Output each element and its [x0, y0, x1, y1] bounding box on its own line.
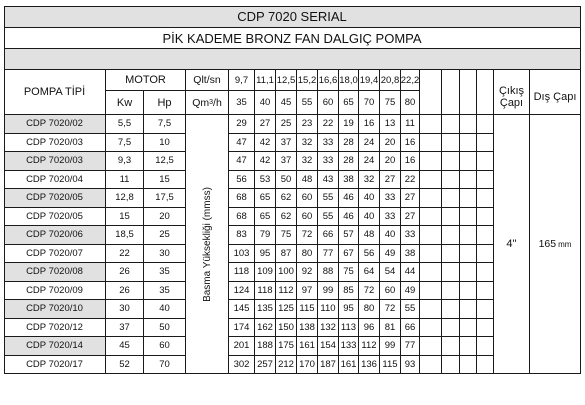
head-value: 212: [276, 356, 297, 375]
head-value: 27: [255, 115, 276, 134]
head-value: 37: [276, 134, 297, 153]
pump-type-header: POMPA TİPİ: [4, 70, 106, 115]
head-value: 42: [255, 134, 276, 153]
pump-model: CDP 7020/02: [4, 115, 106, 134]
pump-model: CDP 7020/03: [4, 134, 106, 153]
empty-cell: [420, 134, 442, 153]
motor-hp: 25: [144, 226, 186, 245]
outlet-diameter-value: 4'': [494, 115, 530, 374]
motor-hp: 50: [144, 319, 186, 338]
flow-m3-value: 80: [401, 91, 420, 115]
head-value: 72: [380, 300, 401, 319]
head-value: 68: [229, 208, 255, 227]
head-value: 29: [229, 115, 255, 134]
empty-cell: [442, 171, 460, 190]
empty-cell: [420, 115, 442, 134]
head-value: 27: [401, 189, 420, 208]
head-value: 38: [339, 171, 359, 190]
empty-cell: [442, 152, 460, 171]
head-value: 162: [255, 319, 276, 338]
head-value: 87: [276, 245, 297, 264]
empty-cell: [477, 189, 494, 208]
head-value: 62: [276, 208, 297, 227]
head-axis-cell: [186, 115, 229, 374]
head-value: 24: [359, 152, 380, 171]
empty-cell: [477, 300, 494, 319]
head-value: 55: [318, 189, 339, 208]
motor-hp: 35: [144, 263, 186, 282]
head-value: 16: [359, 115, 380, 134]
head-value: 302: [229, 356, 255, 375]
head-value: 118: [255, 282, 276, 301]
flow-m3-value: 70: [359, 91, 380, 115]
head-value: 47: [229, 134, 255, 153]
head-value: 62: [276, 189, 297, 208]
head-value: 72: [297, 226, 318, 245]
head-value: 257: [255, 356, 276, 375]
head-value: 46: [339, 208, 359, 227]
head-value: 33: [318, 152, 339, 171]
empty-cell: [477, 208, 494, 227]
head-value: 110: [318, 300, 339, 319]
head-value: 135: [255, 300, 276, 319]
head-value: 170: [297, 356, 318, 375]
head-value: 22: [318, 115, 339, 134]
empty-cell: [420, 319, 442, 338]
motor-hp: 30: [144, 245, 186, 264]
empty-cell: [460, 245, 477, 264]
flow-m3-superscript: 3: [209, 99, 214, 106]
motor-hp: 35: [144, 282, 186, 301]
head-value: 28: [339, 152, 359, 171]
empty-header-cell: [460, 70, 477, 115]
motor-hp: 12,5: [144, 152, 186, 171]
empty-cell: [460, 226, 477, 245]
empty-cell: [442, 115, 460, 134]
head-value: 22: [401, 171, 420, 190]
empty-cell: [477, 152, 494, 171]
empty-cell: [460, 171, 477, 190]
head-value: 100: [276, 263, 297, 282]
flow-m3-value: 35: [229, 91, 255, 115]
head-value: 65: [255, 189, 276, 208]
empty-cell: [460, 152, 477, 171]
motor-kw: 30: [106, 300, 144, 319]
head-value: 16: [401, 134, 420, 153]
head-value: 124: [229, 282, 255, 301]
empty-cell: [460, 189, 477, 208]
head-value: 25: [276, 115, 297, 134]
empty-cell: [477, 171, 494, 190]
head-value: 55: [401, 300, 420, 319]
empty-cell: [477, 226, 494, 245]
motor-kw: 12,8: [106, 189, 144, 208]
head-value: 138: [297, 319, 318, 338]
motor-kw: 18,5: [106, 226, 144, 245]
empty-cell: [420, 337, 442, 356]
motor-kw: 26: [106, 263, 144, 282]
empty-cell: [460, 300, 477, 319]
head-value: 57: [339, 226, 359, 245]
head-value: 40: [359, 189, 380, 208]
head-value: 11: [401, 115, 420, 134]
empty-cell: [442, 245, 460, 264]
head-value: 103: [229, 245, 255, 264]
empty-cell: [442, 263, 460, 282]
empty-cell: [420, 263, 442, 282]
empty-cell: [442, 356, 460, 375]
head-value: 55: [318, 208, 339, 227]
head-value: 56: [229, 171, 255, 190]
empty-cell: [442, 337, 460, 356]
head-value: 40: [380, 226, 401, 245]
head-value: 75: [276, 226, 297, 245]
head-value: 118: [229, 263, 255, 282]
flow-lt-value: 9,7: [229, 70, 255, 91]
head-value: 27: [401, 208, 420, 227]
empty-cell: [420, 356, 442, 375]
empty-cell: [460, 115, 477, 134]
blank-band: [4, 49, 581, 70]
flow-lt-value: 22,2: [401, 70, 420, 91]
empty-header-cell: [442, 70, 460, 115]
motor-hp: 70: [144, 356, 186, 375]
head-value: 145: [229, 300, 255, 319]
flow-lt-value: 20,8: [380, 70, 401, 91]
pump-model: CDP 7020/08: [4, 263, 106, 282]
motor-hp: 60: [144, 337, 186, 356]
head-value: 47: [229, 152, 255, 171]
head-value: 125: [276, 300, 297, 319]
motor-kw: 52: [106, 356, 144, 375]
empty-cell: [442, 208, 460, 227]
kw-header: Kw: [106, 91, 144, 115]
pump-model: CDP 7020/10: [4, 300, 106, 319]
motor-kw: 37: [106, 319, 144, 338]
head-value: 115: [297, 300, 318, 319]
pump-model: CDP 7020/14: [4, 337, 106, 356]
head-value: 112: [359, 337, 380, 356]
head-value: 97: [297, 282, 318, 301]
head-value: 16: [401, 152, 420, 171]
head-value: 32: [297, 152, 318, 171]
flow-m3-unit: /h: [213, 96, 222, 109]
head-value: 93: [401, 356, 420, 375]
motor-kw: 15: [106, 208, 144, 227]
head-value: 53: [255, 171, 276, 190]
flow-lt-value: 19,4: [359, 70, 380, 91]
head-value: 66: [318, 226, 339, 245]
head-value: 83: [229, 226, 255, 245]
empty-cell: [460, 337, 477, 356]
empty-cell: [477, 245, 494, 264]
head-value: 43: [318, 171, 339, 190]
flow-m3-value: 45: [276, 91, 297, 115]
pump-model: CDP 7020/06: [4, 226, 106, 245]
head-value: 28: [339, 134, 359, 153]
pump-model: CDP 7020/05: [4, 208, 106, 227]
head-value: 95: [255, 245, 276, 264]
head-value: 33: [401, 226, 420, 245]
head-value: 33: [380, 189, 401, 208]
motor-kw: 22: [106, 245, 144, 264]
head-value: 33: [380, 208, 401, 227]
head-value: 132: [318, 319, 339, 338]
series-title: CDP 7020 SERIAL: [4, 6, 581, 28]
head-value: 33: [318, 134, 339, 153]
empty-cell: [420, 245, 442, 264]
head-value: 187: [318, 356, 339, 375]
empty-header-cell: [477, 70, 494, 115]
head-value: 77: [401, 337, 420, 356]
empty-cell: [477, 319, 494, 338]
motor-header: MOTOR: [106, 70, 186, 91]
motor-hp: 17,5: [144, 189, 186, 208]
head-value: 19: [339, 115, 359, 134]
head-value: 60: [297, 189, 318, 208]
head-value: 68: [229, 189, 255, 208]
empty-header-cell: [420, 70, 442, 115]
head-value: 32: [297, 134, 318, 153]
head-value: 50: [276, 171, 297, 190]
head-value: 77: [318, 245, 339, 264]
empty-cell: [477, 115, 494, 134]
hp-header: Hp: [144, 91, 186, 115]
empty-cell: [420, 282, 442, 301]
head-value: 201: [229, 337, 255, 356]
empty-cell: [442, 319, 460, 338]
head-value: 60: [380, 282, 401, 301]
motor-kw: 5,5: [106, 115, 144, 134]
pump-model: CDP 7020/09: [4, 282, 106, 301]
head-axis-label: Basma Yüksekliği (mmss): [201, 186, 213, 302]
empty-cell: [477, 337, 494, 356]
flow-m3-value: 55: [297, 91, 318, 115]
flow-m3-value: 60: [318, 91, 339, 115]
head-value: 20: [380, 152, 401, 171]
outer-diameter-number: 165: [538, 238, 557, 250]
head-value: 99: [380, 337, 401, 356]
empty-cell: [420, 171, 442, 190]
empty-cell: [460, 263, 477, 282]
head-value: 88: [318, 263, 339, 282]
head-value: 99: [318, 282, 339, 301]
head-value: 64: [359, 263, 380, 282]
motor-kw: 45: [106, 337, 144, 356]
head-value: 42: [255, 152, 276, 171]
head-value: 113: [339, 319, 359, 338]
head-value: 32: [359, 171, 380, 190]
flow-lt-value: 15,2: [297, 70, 318, 91]
flow-lt-value: 12,5: [276, 70, 297, 91]
head-value: 112: [276, 282, 297, 301]
flow-m3-value: 75: [380, 91, 401, 115]
head-value: 92: [297, 263, 318, 282]
head-value: 95: [339, 300, 359, 319]
empty-cell: [477, 356, 494, 375]
head-value: 96: [359, 319, 380, 338]
head-value: 67: [339, 245, 359, 264]
flow-lt-value: 18,0: [339, 70, 359, 91]
head-value: 115: [380, 356, 401, 375]
head-value: 23: [297, 115, 318, 134]
head-value: 46: [339, 189, 359, 208]
head-value: 27: [380, 171, 401, 190]
motor-hp: 15: [144, 171, 186, 190]
head-value: 161: [297, 337, 318, 356]
pump-model: CDP 7020/17: [4, 356, 106, 375]
head-value: 81: [380, 319, 401, 338]
head-value: 72: [359, 282, 380, 301]
flow-lt-value: 11,1: [255, 70, 276, 91]
head-value: 79: [255, 226, 276, 245]
pump-model: CDP 7020/07: [4, 245, 106, 264]
empty-cell: [420, 152, 442, 171]
empty-cell: [460, 356, 477, 375]
flow-m3-label: Qm: [192, 96, 210, 109]
head-value: 80: [297, 245, 318, 264]
empty-cell: [442, 189, 460, 208]
outlet-diameter-header: Çıkış Çapı: [494, 70, 530, 115]
pump-model: CDP 7020/12: [4, 319, 106, 338]
flow-m3-value: 40: [255, 91, 276, 115]
head-value: 75: [339, 263, 359, 282]
head-value: 38: [401, 245, 420, 264]
motor-kw: 11: [106, 171, 144, 190]
head-value: 65: [255, 208, 276, 227]
empty-cell: [477, 282, 494, 301]
empty-cell: [460, 208, 477, 227]
flow-m3-value: 65: [339, 91, 359, 115]
head-value: 13: [380, 115, 401, 134]
motor-kw: 9,3: [106, 152, 144, 171]
motor-kw: 7,5: [106, 134, 144, 153]
head-value: 48: [297, 171, 318, 190]
head-value: 49: [401, 282, 420, 301]
flow-lt-value: 16,6: [318, 70, 339, 91]
empty-cell: [442, 300, 460, 319]
head-value: 133: [339, 337, 359, 356]
empty-cell: [420, 226, 442, 245]
empty-cell: [460, 134, 477, 153]
head-value: 66: [401, 319, 420, 338]
pump-model: CDP 7020/03: [4, 152, 106, 171]
series-subtitle: PİK KADEME BRONZ FAN DALGIÇ POMPA: [4, 28, 581, 49]
pump-model: CDP 7020/05: [4, 189, 106, 208]
head-value: 37: [276, 152, 297, 171]
motor-hp: 7,5: [144, 115, 186, 134]
empty-cell: [420, 300, 442, 319]
head-value: 20: [380, 134, 401, 153]
head-value: 60: [297, 208, 318, 227]
empty-cell: [442, 134, 460, 153]
head-value: 175: [276, 337, 297, 356]
head-value: 24: [359, 134, 380, 153]
head-value: 109: [255, 263, 276, 282]
flow-lt-header: Qlt/sn: [186, 70, 229, 91]
head-value: 150: [276, 319, 297, 338]
empty-cell: [460, 319, 477, 338]
head-value: 48: [359, 226, 380, 245]
pump-model: CDP 7020/04: [4, 171, 106, 190]
motor-kw: 26: [106, 282, 144, 301]
head-value: 54: [380, 263, 401, 282]
head-value: 49: [380, 245, 401, 264]
head-value: 40: [359, 208, 380, 227]
empty-cell: [442, 226, 460, 245]
outer-diameter-header: Dış Çapı: [530, 70, 581, 115]
head-value: 154: [318, 337, 339, 356]
flow-m3-header: [186, 91, 229, 115]
head-value: 44: [401, 263, 420, 282]
outer-diameter-value: [530, 115, 581, 374]
empty-cell: [460, 282, 477, 301]
head-value: 174: [229, 319, 255, 338]
outer-diameter-unit: mm: [558, 239, 572, 249]
empty-cell: [477, 134, 494, 153]
head-value: 85: [339, 282, 359, 301]
head-value: 161: [339, 356, 359, 375]
motor-hp: 20: [144, 208, 186, 227]
head-value: 188: [255, 337, 276, 356]
motor-hp: 10: [144, 134, 186, 153]
empty-cell: [442, 282, 460, 301]
motor-hp: 40: [144, 300, 186, 319]
empty-cell: [420, 189, 442, 208]
head-value: 80: [359, 300, 380, 319]
empty-cell: [420, 208, 442, 227]
head-value: 136: [359, 356, 380, 375]
empty-cell: [477, 263, 494, 282]
head-value: 56: [359, 245, 380, 264]
